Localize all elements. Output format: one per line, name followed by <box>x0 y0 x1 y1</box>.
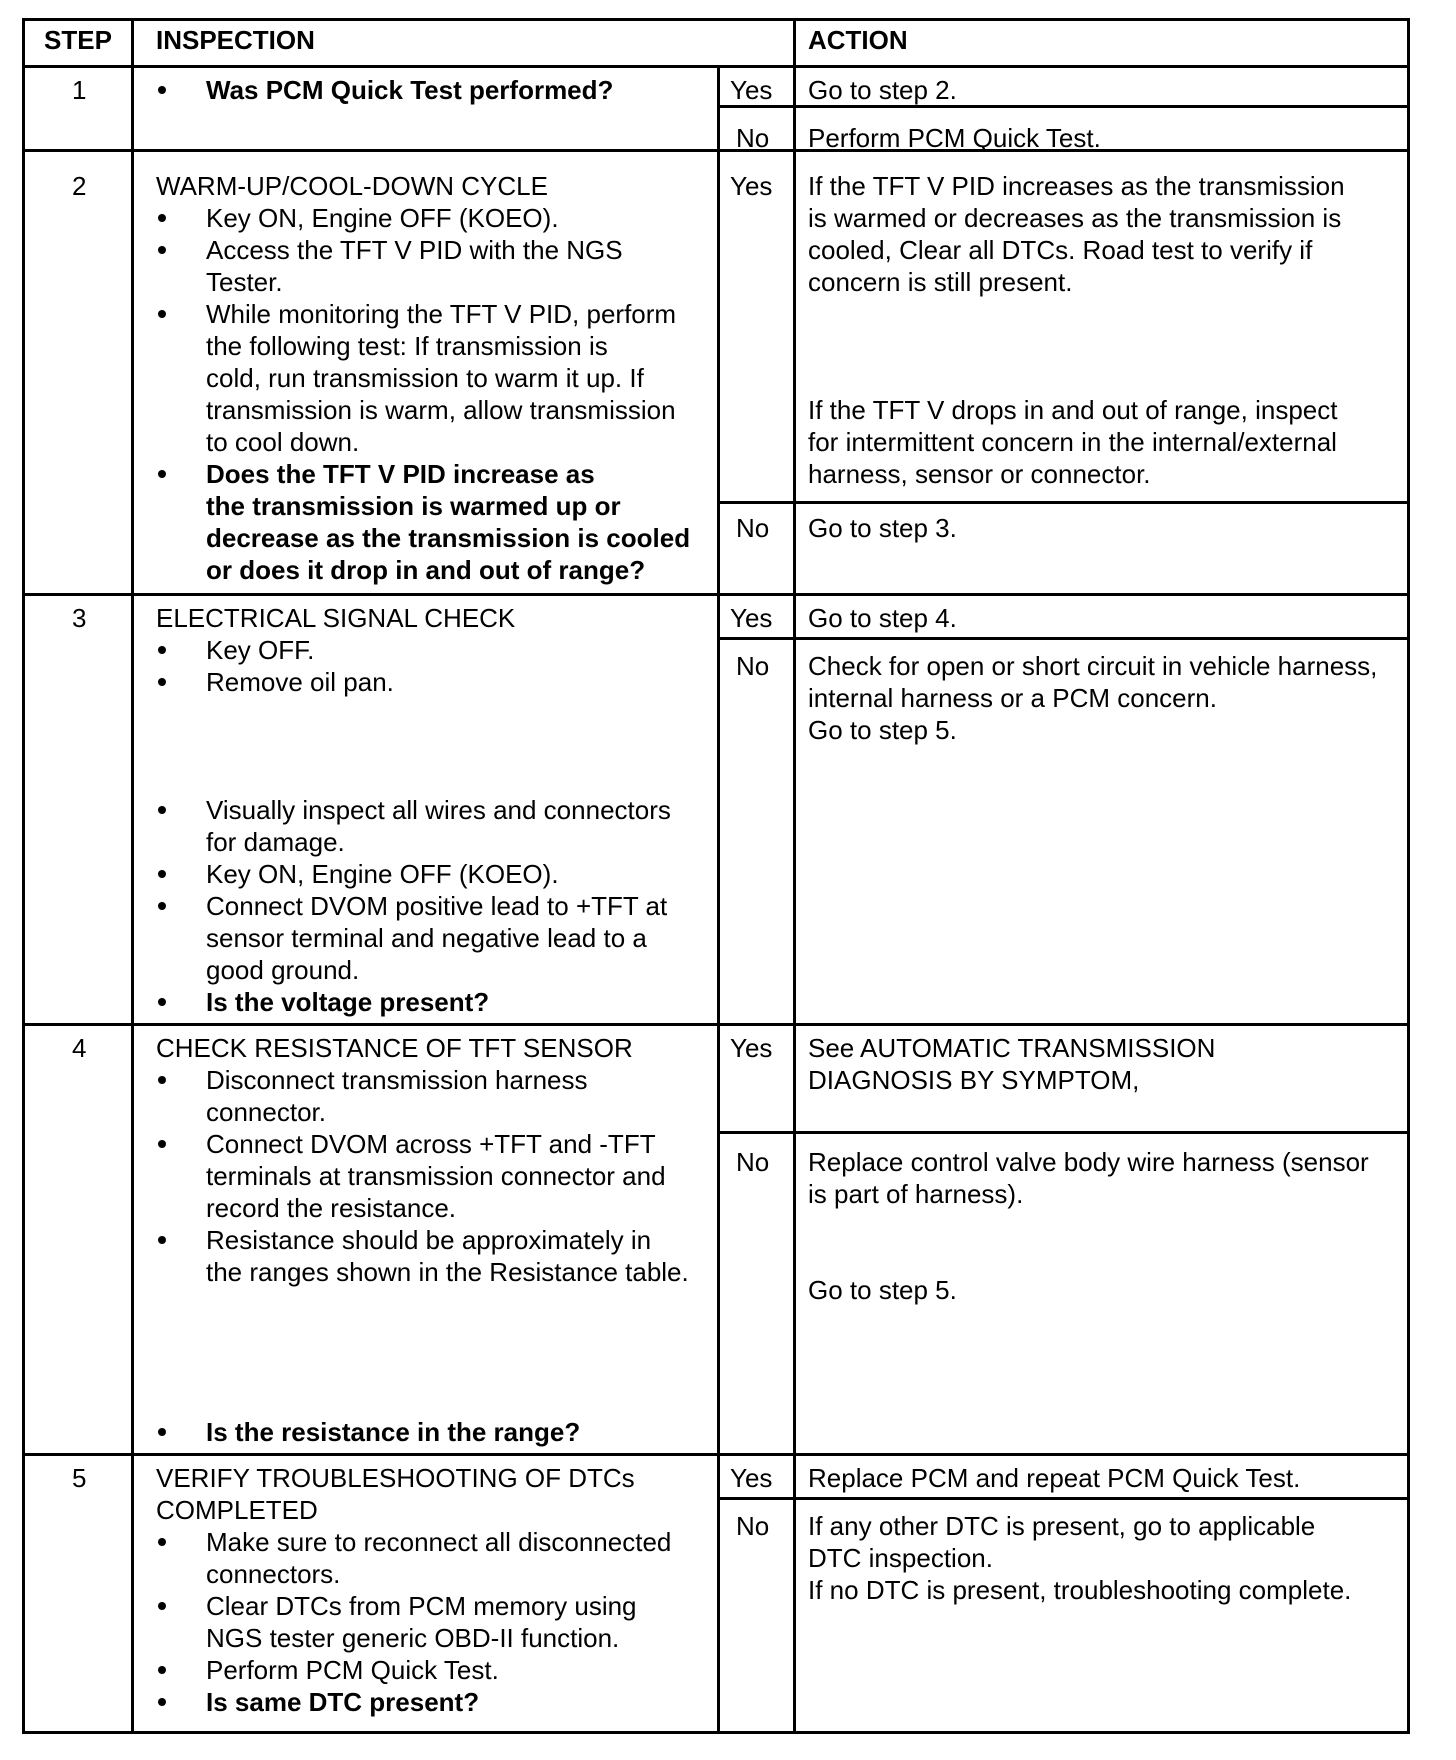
step-question: or does it drop in and out of range? <box>206 555 646 585</box>
no-action: Check for open or short circuit in vehicle harness, <box>808 651 1378 681</box>
bullet-line: Key ON, Engine OFF (KOEO). <box>206 203 559 233</box>
row-divider <box>25 149 1407 152</box>
yes-action: cooled, Clear all DTCs. Road test to verify if <box>808 235 1313 265</box>
bullet-line: cold, run transmission to warm it up. If <box>206 363 644 393</box>
row-divider <box>25 1023 1407 1026</box>
step-question: Is the voltage present? <box>206 987 490 1017</box>
yes-no-divider <box>717 501 1407 504</box>
yes-action: If the TFT V PID increases as the transmission <box>808 171 1345 201</box>
bullet-line: the following test: If transmission is <box>206 331 608 361</box>
bullet-line: Connect DVOM positive lead to +TFT at <box>206 891 668 921</box>
no-action: Go to step 5. <box>808 715 957 745</box>
header-action: ACTION <box>808 25 908 55</box>
bullet-line: Make sure to reconnect all disconnected <box>206 1527 672 1557</box>
step-question: Does the TFT V PID increase as <box>206 459 595 489</box>
no-action: Perform PCM Quick Test. <box>808 123 1101 153</box>
step-question: Is the resistance in the range? <box>206 1417 581 1447</box>
bullet-line: terminals at transmission connector and <box>206 1161 666 1191</box>
yes-label: Yes <box>730 1463 773 1493</box>
yes-action: Go to step 2. <box>808 75 957 105</box>
bullet-line: While monitoring the TFT V PID, perform <box>206 299 677 329</box>
row-divider <box>25 1453 1407 1456</box>
yes-action: for intermittent concern in the internal/external <box>808 427 1337 457</box>
bullet-line: connectors. <box>206 1559 341 1589</box>
bullet-line: Clear DTCs from PCM memory using <box>206 1591 637 1621</box>
bullet-line: to cool down. <box>206 427 360 457</box>
step-number: 1 <box>72 75 87 105</box>
bullet-line: record the resistance. <box>206 1193 457 1223</box>
no-action: If any other DTC is present, go to applicable <box>808 1511 1316 1541</box>
header-step: STEP <box>44 25 112 55</box>
step-number: 4 <box>72 1033 87 1063</box>
yes-label: Yes <box>730 603 773 633</box>
row-divider <box>25 65 1407 68</box>
no-label: No <box>736 1511 770 1541</box>
step-title: COMPLETED <box>156 1495 318 1525</box>
bullet-line: good ground. <box>206 955 360 985</box>
bullet-line: Access the TFT V PID with the NGS <box>206 235 623 265</box>
step-question: Was PCM Quick Test performed? <box>206 75 614 105</box>
step-title: CHECK RESISTANCE OF TFT SENSOR <box>156 1033 633 1063</box>
bullet-line: NGS tester generic OBD-II function. <box>206 1623 620 1653</box>
bullet-line: sensor terminal and negative lead to a <box>206 923 647 953</box>
header-inspection: INSPECTION <box>156 25 315 55</box>
row-divider <box>25 593 1407 596</box>
bullet-line: Tester. <box>206 267 283 297</box>
yes-no-divider <box>717 1131 1407 1134</box>
no-action: DTC inspection. <box>808 1543 993 1573</box>
yes-action: concern is still present. <box>808 267 1073 297</box>
yes-action: Replace PCM and repeat PCM Quick Test. <box>808 1463 1301 1493</box>
step-title: ELECTRICAL SIGNAL CHECK <box>156 603 516 633</box>
yes-label: Yes <box>730 1033 773 1063</box>
column-divider <box>717 67 720 1731</box>
step-number: 5 <box>72 1463 87 1493</box>
bullet-line: Connect DVOM across +TFT and -TFT <box>206 1129 656 1159</box>
bullet-line: connector. <box>206 1097 326 1127</box>
step-question: decrease as the transmission is cooled <box>206 523 691 553</box>
yes-label: Yes <box>730 171 773 201</box>
no-label: No <box>736 513 770 543</box>
yes-action: See AUTOMATIC TRANSMISSION <box>808 1033 1216 1063</box>
yes-no-divider <box>717 1497 1407 1500</box>
yes-action: If the TFT V drops in and out of range, inspect <box>808 395 1338 425</box>
bullet-line: for damage. <box>206 827 345 857</box>
step-title: VERIFY TROUBLESHOOTING OF DTCs <box>156 1463 635 1493</box>
yes-action: Go to step 4. <box>808 603 957 633</box>
column-divider <box>793 21 796 1731</box>
yes-label: Yes <box>730 75 773 105</box>
no-action: Go to step 5. <box>808 1275 957 1305</box>
no-label: No <box>736 123 770 153</box>
no-action: Go to step 3. <box>808 513 957 543</box>
yes-no-divider <box>717 637 1407 640</box>
bullet-line: Visually inspect all wires and connectors <box>206 795 671 825</box>
bullet-line: Key ON, Engine OFF (KOEO). <box>206 859 559 889</box>
no-label: No <box>736 1147 770 1177</box>
bullet-line: Key OFF. <box>206 635 315 665</box>
yes-action: is warmed or decreases as the transmission is <box>808 203 1342 233</box>
step-number: 3 <box>72 603 87 633</box>
no-action: Replace control valve body wire harness (sensor <box>808 1147 1369 1177</box>
bullet-line: Disconnect transmission harness <box>206 1065 588 1095</box>
step-title: WARM-UP/COOL-DOWN CYCLE <box>156 171 548 201</box>
step-question: Is same DTC present? <box>206 1687 480 1717</box>
bullet-line: Perform PCM Quick Test. <box>206 1655 499 1685</box>
step-question: the transmission is warmed up or <box>206 491 621 521</box>
yes-action: DIAGNOSIS BY SYMPTOM, <box>808 1065 1140 1095</box>
no-action: If no DTC is present, troubleshooting complete. <box>808 1575 1352 1605</box>
bullet-line: the ranges shown in the Resistance table. <box>206 1257 689 1287</box>
no-action: internal harness or a PCM concern. <box>808 683 1217 713</box>
step-number: 2 <box>72 171 87 201</box>
bullet-line: Remove oil pan. <box>206 667 394 697</box>
yes-action: harness, sensor or connector. <box>808 459 1151 489</box>
bullet-line: Resistance should be approximately in <box>206 1225 652 1255</box>
no-label: No <box>736 651 770 681</box>
bullet-line: transmission is warm, allow transmission <box>206 395 676 425</box>
no-action: is part of harness). <box>808 1179 1024 1209</box>
column-divider <box>131 21 134 1731</box>
